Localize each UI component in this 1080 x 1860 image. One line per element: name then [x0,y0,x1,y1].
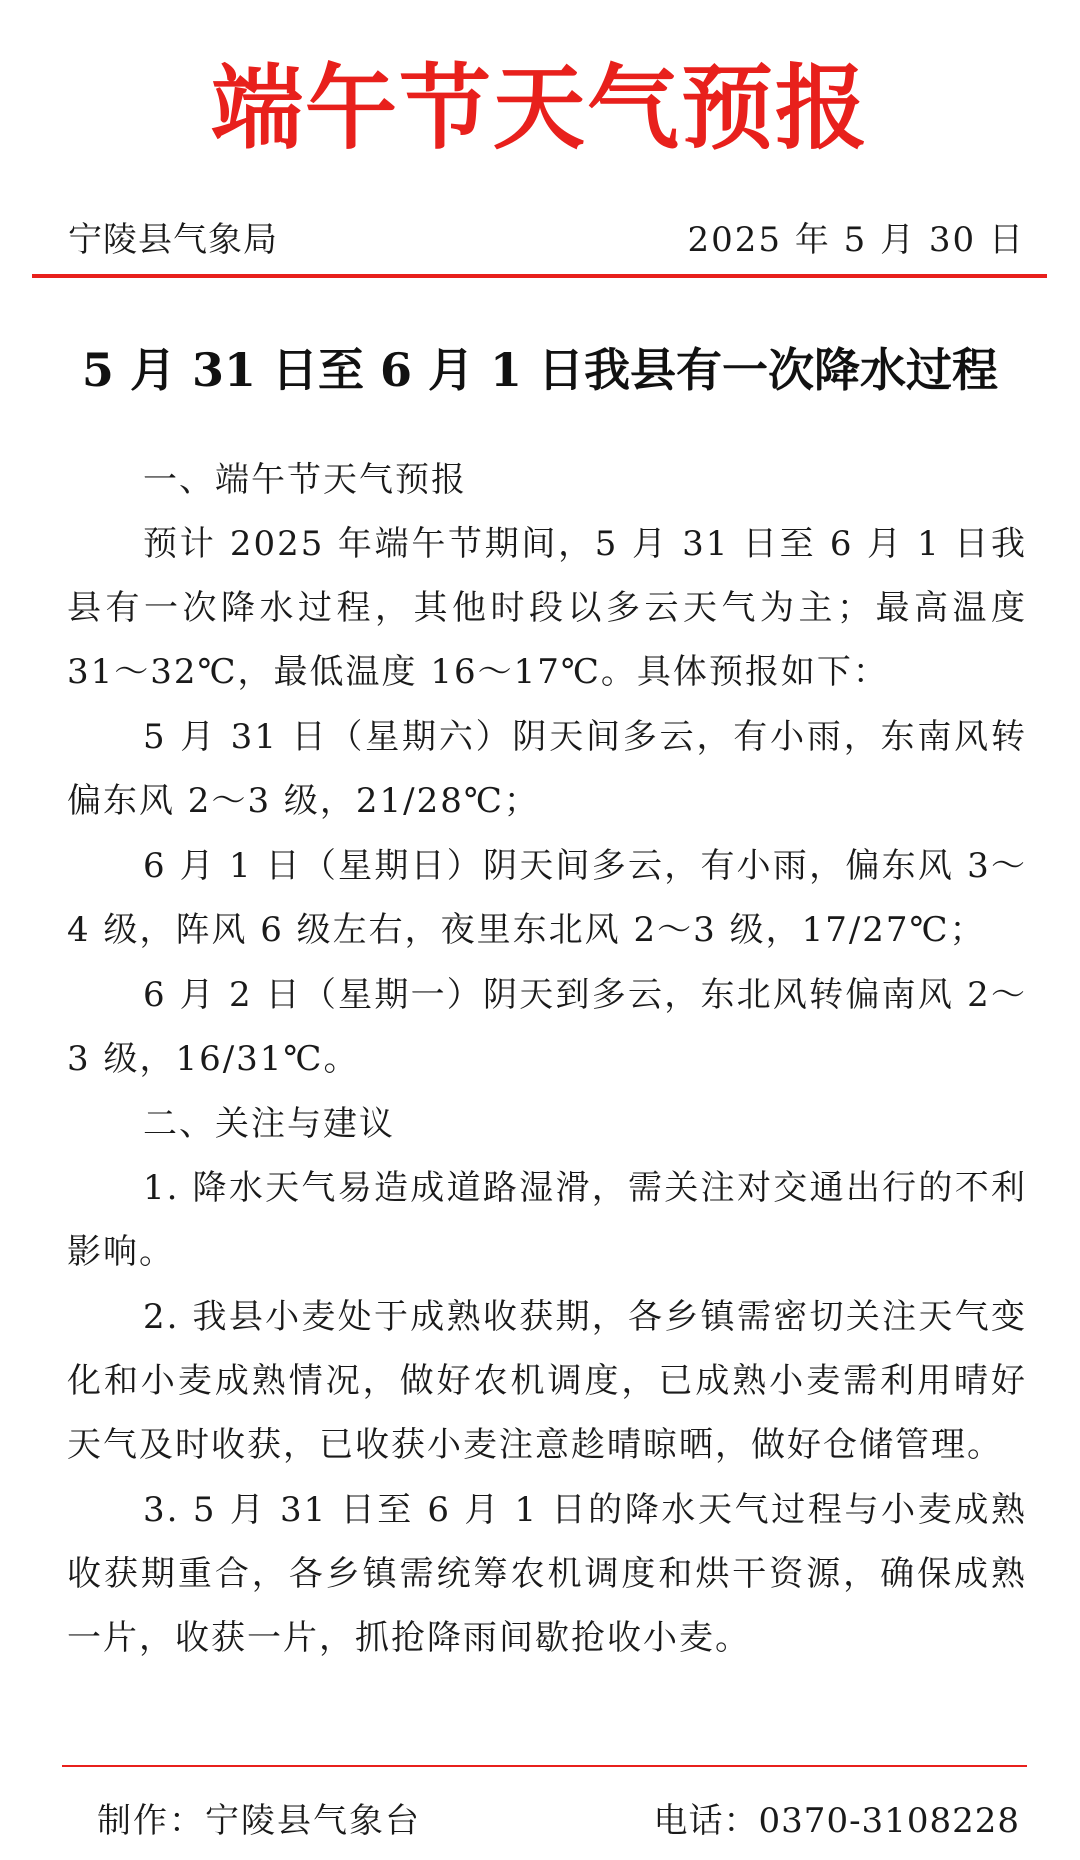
document-headline: 5 月 31 日至 6 月 1 日我县有一次降水过程 [81,343,999,397]
advice-item-1: 1. 降水天气易造成道路湿滑，需关注对交通出行的不利影响。 [67,1168,1027,1272]
section-heading-forecast: 一、端午节天气预报 [143,460,467,500]
forecast-day-jun1: 6 月 1 日（星期日）阴天间多云，有小雨，偏东风 3～4 级，阵风 6 级左右，夜里东北风 2～3 级，17/27℃； [67,846,1027,950]
footer-maker: 制作：宁陵县气象台 [97,1801,421,1841]
footer-phone: 电话：0370-3108228 [653,1801,1020,1841]
forecast-day-may31: 5 月 31 日（星期六）阴天间多云，有小雨，东南风转偏东风 2～3 级，21/28℃； [67,717,1027,821]
header-divider [32,274,1047,278]
forecast-day-jun2: 6 月 2 日（星期一）阴天到多云，东北风转偏南风 2～3 级，16/31℃。 [67,975,1027,1079]
footer-divider [62,1765,1027,1767]
document-body [67,448,1027,1670]
issue-date: 2025 年 5 月 30 日 [687,220,1025,260]
advice-item-2: 2. 我县小麦处于成熟收获期，各乡镇需密切关注天气变化和小麦成熟情况，做好农机调度，已成熟小麦需利用晴好天气及时收获，已收获小麦注意趁晴晾晒，做好仓储管理。 [67,1297,1027,1465]
forecast-summary-paragraph: 预计 2025 年端午节期间，5 月 31 日至 6 月 1 日我县有一次降水过程，其他时段以多云天气为主；最高温度 31～32℃，最低温度 16～17℃。具体预报如下： [67,524,1027,692]
advice-item-3: 3. 5 月 31 日至 6 月 1 日的降水天气过程与小麦成熟收获期重合，各乡镇需统筹农机调度和烘干资源，确保成熟一片，收获一片，抓抢降雨间歇抢收小麦。 [67,1490,1027,1658]
masthead-title: 端午节天气预报 [210,54,869,162]
section-heading-advice: 二、关注与建议 [143,1104,395,1144]
issuer-name: 宁陵县气象局 [68,220,278,260]
